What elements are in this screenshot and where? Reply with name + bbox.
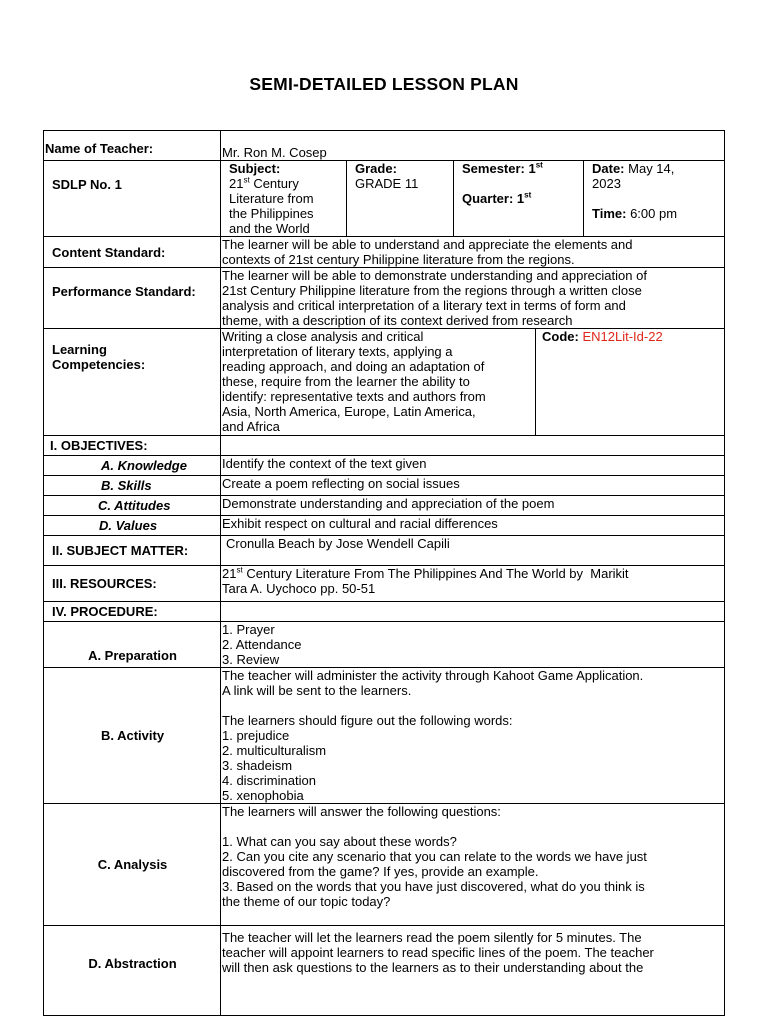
preparation-text: 1. Prayer 2. Attendance 3. Review xyxy=(221,622,725,668)
analysis-label: C. Analysis xyxy=(44,804,221,926)
resources-label: III. RESOURCES: xyxy=(44,566,221,602)
activity-label: B. Activity xyxy=(44,668,221,804)
grade-value: GRADE 11 xyxy=(355,176,419,191)
attitudes-text: Demonstrate understanding and appreciation of the poem xyxy=(221,496,725,516)
code-value: EN12Lit-Id-22 xyxy=(582,329,663,344)
document-title: SEMI-DETAILED LESSON PLAN xyxy=(249,74,519,94)
subject-line: and the World xyxy=(229,221,310,236)
grade-label: Grade: xyxy=(355,161,397,176)
activity-text: The teacher will administer the activity through Kahoot Game Application. A link will be sent to the learners. The learners should figure out the following words: 1. prejudice 2. multiculturalism 3. shadeism 4. discrimination 5. xenophobia xyxy=(221,668,725,804)
analysis-text: The learners will answer the following questions: 1. What can you say about these words? 2. Can you cite any scenario that you can relate to the words we have just discovered from the game? If yes, provide an example. 3. Based on the words that you have just discovered, what do you think is the theme of our topic today? xyxy=(221,804,725,926)
grade-cell xyxy=(347,161,454,237)
learning-competencies-text: Writing a close analysis and critical interpretation of literary texts, applying a reading approach, and doing an adaptation of these, require from the learner the ability to identify: representative texts and authors from Asia, North America, Europe, Latin America, and Africa xyxy=(221,329,536,436)
content-standard-label: Content Standard: xyxy=(44,237,221,268)
date-year: 2023 xyxy=(592,176,621,191)
subject-line: Literature from xyxy=(229,191,314,206)
subject-label: Subject: xyxy=(229,161,281,176)
time-value: 6:00 pm xyxy=(630,206,678,221)
date-value: May 14, xyxy=(628,161,675,176)
semester-text: Semester: 1st xyxy=(462,160,543,176)
teacher-name: Mr. Ron M. Cosep xyxy=(221,131,725,161)
objectives-label: I. OBJECTIVES: xyxy=(44,436,221,456)
abstraction-text: The teacher will let the learners read the poem silently for 5 minutes. The teacher will appoint learners to read specific lines of the poem. The teacher will then ask questions to the learners as to their understanding about the xyxy=(221,926,725,1016)
performance-standard-text: The learner will be able to demonstrate understanding and appreciation of 21st Century Philippine literature from the regions through a written close analysis and critical interpretation of a literary text in terms of form and theme, with a description of its context derived from research xyxy=(221,268,725,329)
objectives-empty xyxy=(221,436,725,456)
code-cell xyxy=(536,329,725,436)
abstraction-label: D. Abstraction xyxy=(44,926,221,1016)
date-label: Date: xyxy=(592,161,625,176)
subject-line: the Philippines xyxy=(229,206,314,221)
teacher-label: Name of Teacher: xyxy=(44,131,221,161)
procedure-empty xyxy=(221,602,725,622)
learning-competencies-label: Learning Competencies: xyxy=(44,329,221,436)
skills-text: Create a poem reflecting on social issues xyxy=(221,476,725,496)
subject-cell xyxy=(221,161,347,237)
performance-standard-label: Performance Standard: xyxy=(44,268,221,329)
lesson-plan-table xyxy=(43,130,725,1016)
date-cell xyxy=(584,161,725,237)
semester-cell xyxy=(454,161,584,237)
values-label: D. Values xyxy=(44,516,221,536)
code-label: Code: xyxy=(542,329,579,344)
sdlp-number: SDLP No. 1 xyxy=(44,161,221,237)
attitudes-label: C. Attitudes xyxy=(44,496,221,516)
subject-line: 21st Century xyxy=(229,175,299,191)
time-label: Time: xyxy=(592,206,627,221)
skills-label: B. Skills xyxy=(44,476,221,496)
quarter-text: Quarter: 1st xyxy=(462,190,532,206)
knowledge-text: Identify the context of the text given xyxy=(221,456,725,476)
resources-text: 21st Century Literature From The Philippines And The World by Marikit Tara A. Uychoco pp. 50-51 xyxy=(221,566,725,602)
content-standard-text: The learner will be able to understand and appreciate the elements and contexts of 21st century Philippine literature from the regions. xyxy=(221,237,725,268)
subject-matter-text: Cronulla Beach by Jose Wendell Capili xyxy=(221,536,725,566)
procedure-label: IV. PROCEDURE: xyxy=(44,602,221,622)
knowledge-label: A. Knowledge xyxy=(44,456,221,476)
values-text: Exhibit respect on cultural and racial differences xyxy=(221,516,725,536)
preparation-label: A. Preparation xyxy=(44,622,221,668)
subject-matter-label: II. SUBJECT MATTER: xyxy=(44,536,221,566)
